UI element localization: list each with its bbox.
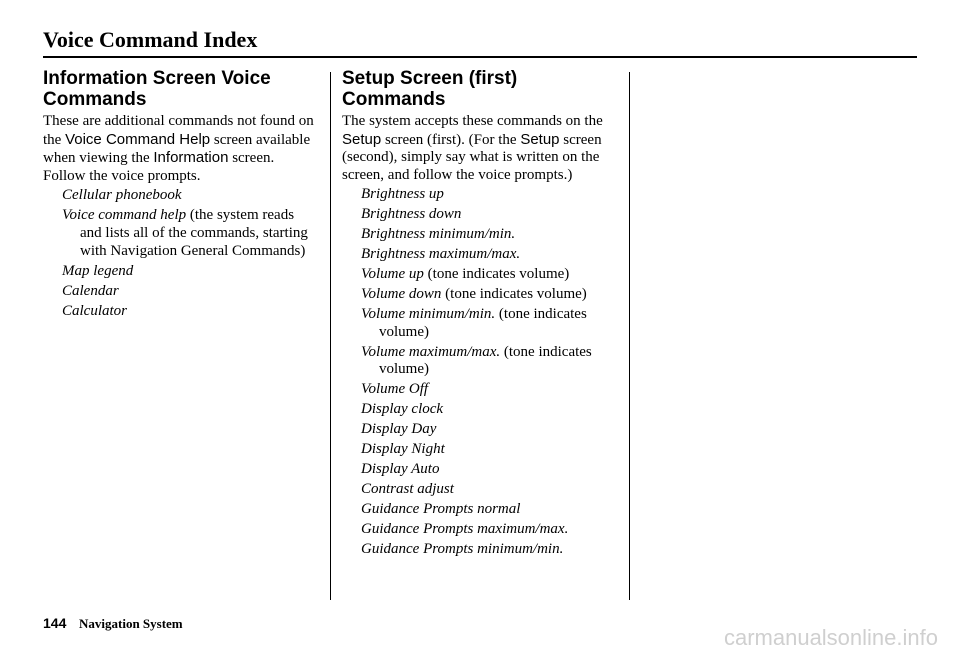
- command-text: Guidance Prompts minimum/min.: [361, 541, 564, 558]
- command-item: [342, 306, 624, 341]
- command-text: Display clock: [361, 401, 444, 418]
- intro-text: The system accepts these commands on the: [342, 113, 603, 129]
- command-text: Brightness down: [361, 206, 462, 223]
- command-text: Guidance Prompts normal: [361, 501, 521, 518]
- command-item: [43, 263, 318, 281]
- command-item: [43, 303, 318, 321]
- command-text: Calendar: [62, 282, 119, 299]
- command-text: Contrast adjust: [361, 481, 454, 498]
- setup-screen-commands-section: [342, 68, 624, 561]
- command-item: [342, 461, 624, 479]
- command-item: [43, 207, 318, 260]
- command-item: [43, 283, 318, 301]
- command-text: Display Day: [361, 421, 437, 438]
- command-note: (tone indicates volume): [379, 343, 592, 378]
- screen-name-text: Voice Command Help: [65, 130, 211, 148]
- section-intro: [43, 113, 318, 185]
- screen-name-text: Information: [153, 149, 229, 167]
- command-text: Guidance Prompts maximum/max.: [361, 521, 569, 538]
- command-item: [342, 381, 624, 399]
- command-note: (tone indicates volume): [379, 306, 587, 340]
- command-item: [342, 421, 624, 439]
- column-divider-right: [629, 72, 630, 600]
- section-heading: Information Screen Voice Commands: [43, 68, 271, 110]
- command-note: (the system reads and lists all of the commands, starting with Navigation General Commands): [80, 207, 308, 259]
- command-text: Display Night: [361, 441, 445, 458]
- command-text: Voice command help: [62, 207, 187, 224]
- command-text: Volume up: [361, 266, 424, 283]
- intro-text: screen. Follow the voice prompts.: [43, 150, 275, 184]
- page-title: Voice Command Index: [43, 27, 258, 52]
- command-text: Brightness maximum/max.: [361, 246, 521, 263]
- intro-text: screen (second), simply say what is written on the screen, and follow the voice prompts.): [342, 131, 602, 183]
- page-number: 144: [43, 615, 67, 631]
- command-text: Map legend: [62, 262, 134, 279]
- command-item: [342, 441, 624, 459]
- command-text: Volume Off: [361, 381, 429, 398]
- section-heading: Setup Screen (first) Commands: [342, 68, 518, 110]
- command-item: [342, 344, 624, 379]
- command-text: Brightness up: [361, 186, 444, 203]
- command-item: [342, 481, 624, 499]
- command-text: Display Auto: [361, 461, 440, 478]
- screen-name-text: Setup: [520, 130, 560, 148]
- watermark: carmanualsonline.info: [723, 625, 938, 650]
- command-item: [342, 541, 624, 559]
- command-text: Calculator: [62, 302, 128, 319]
- command-item: [342, 401, 624, 419]
- section-intro: [342, 113, 624, 184]
- command-text: Cellular phonebook: [62, 187, 182, 204]
- command-item: [342, 501, 624, 519]
- command-text: Volume down: [361, 286, 442, 303]
- command-item: [342, 266, 624, 284]
- command-text: Volume maximum/max.: [361, 343, 501, 360]
- column-divider-left: [330, 72, 331, 600]
- command-list: [342, 186, 624, 559]
- command-item: [342, 186, 624, 204]
- command-item: [342, 521, 624, 539]
- intro-text: These are additional commands not found on the: [43, 113, 314, 148]
- title-rule: [43, 56, 917, 58]
- command-item: [342, 226, 624, 244]
- command-item: [342, 206, 624, 224]
- command-text: Brightness minimum/min.: [361, 226, 516, 243]
- footer-label: Navigation System: [79, 616, 183, 631]
- intro-text: screen (first). (For the: [381, 131, 521, 148]
- command-list: [43, 187, 318, 320]
- command-item: [342, 286, 624, 304]
- command-item: [342, 246, 624, 264]
- command-note: (tone indicates volume): [441, 286, 587, 303]
- screen-name-text: Setup: [342, 130, 382, 148]
- command-text: Volume minimum/min.: [361, 306, 496, 323]
- command-item: [43, 187, 318, 205]
- intro-text: screen available when viewing the: [43, 131, 311, 167]
- info-screen-commands-section: [43, 68, 318, 322]
- command-note: (tone indicates volume): [423, 266, 570, 283]
